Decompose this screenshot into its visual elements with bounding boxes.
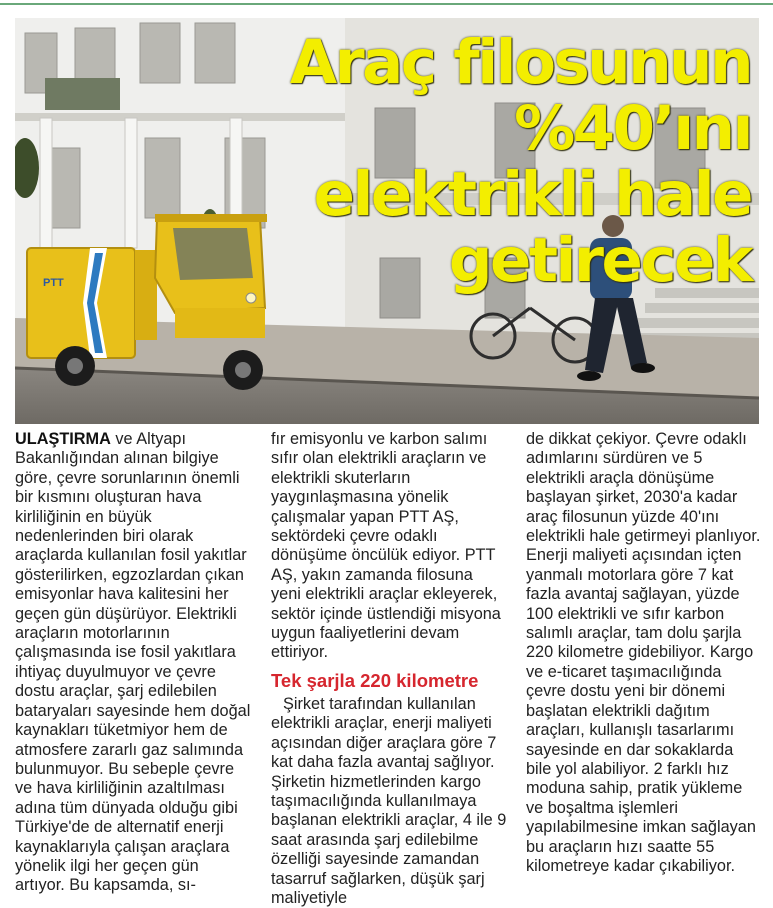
headline bbox=[231, 27, 751, 296]
top-rule bbox=[0, 3, 773, 5]
headline-line-1: Araç filosunun bbox=[289, 27, 751, 98]
headline-line-4: getirecek bbox=[448, 225, 751, 296]
article-column-2 bbox=[271, 430, 507, 908]
article-column-1 bbox=[15, 430, 251, 896]
lead-word: ULAŞTIRMA bbox=[15, 430, 111, 448]
headline-line-2: %40’ını bbox=[514, 93, 751, 164]
headline-line-3: elektrikli hale bbox=[313, 159, 751, 230]
article-column-3 bbox=[526, 430, 762, 876]
vehicle-logo: PTT bbox=[43, 277, 64, 289]
article-body bbox=[15, 430, 761, 907]
subheading: Tek şarjla 220 kilometre bbox=[271, 669, 479, 691]
column-3-body: de dikkat çekiyor. Çevre odaklı adımlarını sürdüren ve 5 elektrikli araçla dönüşüme başlayan şirket, 2030'a kadar araç filosunun yüzde 40'ını elektrikli hale getirmeyi planlıyor. Enerji maliyeti açısından içten yanmalı motorlara göre 7 kat fazla avantaj sağlayan, yüzde 100 elektrikli ve sıfır karbon salımlı araçlar, tam dolu şarjla 220 kilometre gidebiliyor. Kargo ve e-ticaret taşımacılığında çevre dostu yeni bir dönemi başlatan elektrikli dağıtım araçları, kullanışlı tasarlarımı sayesinde en dar sokaklarda bile yol alabiliyor. 2 farklı hız moduna sahip, pratik yükleme ve boşaltma işlemleri yapılabilmesine imkan sağlayan bu araçların hızı saatte 55 kilometreye kadar çıkabiliyor. bbox=[526, 430, 761, 875]
column-2-body: Şirket tarafından kullanılan elektrikli araçlar, enerji maliyeti açısından diğer araçlara göre 7 kat daha fazla avantaj sağlıyor. Şirketin hizmetlerinden kargo taşımacılığında kullanılmaya başlanan elektrikli araçlar, 4 ile 9 saat arasında şarj edilebilme özelliği sayesinde zamandan tasarruf sağlarken, düşük şarj maliyetiyle bbox=[271, 694, 507, 907]
column-2-intro: fır emisyonlu ve karbon salımı sıfır olan elektrikli araçların ve elektrikli skuterların yaygınlaşmasına yönelik çalışmalar yapan PTT AŞ, sektördeki çevre odaklı dönüşüme öncülük ediyor. PTT AŞ, yakın zamanda filosuna yeni elektrikli araçlar ekleyerek, sektör içinde üstlendiği misyona uygun faaliyetlerini devam ettiriyor. bbox=[271, 430, 501, 662]
column-1-body: ve Altyapı Bakanlığından alınan bilgiye göre, çevre sorunlarının önemli bir kısmını oluşturan hava kirliliğinin en büyük nedenlerinden biri olarak araçlarda kullanılan fosil yakıtlar gösterilirken, egzozlardan çıkan emisyonlar hava kalitesini her geçen gün düşürüyor. Elektrikli araçların motorlarının çalışmasında ise fosil yakıtlara ihtiyaç duyulmuyor ve çevre dostu araçlar, şarj edilebilen bataryaları sayesinde hem doğal kaynakları tüketmiyor hem de atmosfere zararlı gaz salımında bulunmuyor. Bu sebeple çevre ve hava kirliliğinin azaltılması adına tüm dünyada olduğu gibi Türkiye'de de alternatif enerji kaynaklarıyla çalışan araçlara yönelik ilgi her geçen gün artıyor. Bu kapsamda, sı- bbox=[15, 430, 251, 895]
column-1-text bbox=[15, 430, 251, 896]
